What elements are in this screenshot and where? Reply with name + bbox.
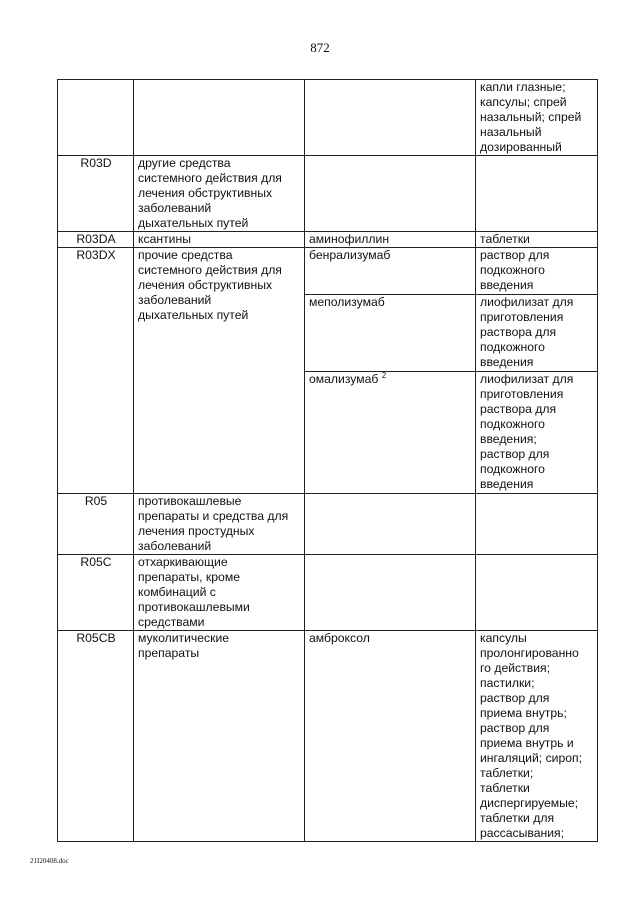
group-name-cell: другие средства системного действия для лечения обструктивных заболеваний дыхательных путей xyxy=(134,156,305,232)
atc-code-cell: R05 xyxy=(58,494,134,555)
inn-cell xyxy=(305,80,476,156)
dosage-form-cell: капли глазные; капсулы; спрей назальный; спрей назальный дозированный xyxy=(476,80,598,156)
page-number: 872 xyxy=(310,40,330,55)
inn-cell: бенрализумаб xyxy=(305,248,476,295)
table-row xyxy=(58,248,598,295)
dosage-form-cell xyxy=(476,494,598,555)
inn-name: омализумаб xyxy=(309,372,379,386)
group-name-cell: отхаркивающие препараты, кроме комбинаций с противокашлевыми средствами xyxy=(134,555,305,631)
dosage-form-cell xyxy=(476,156,598,232)
table-row xyxy=(58,555,598,631)
table-row xyxy=(58,232,598,248)
atc-code-cell: R05CB xyxy=(58,631,134,842)
atc-code-cell: R03DA xyxy=(58,232,134,248)
document-filename: 21I20408.doc xyxy=(30,857,69,865)
atc-code-cell xyxy=(58,80,134,156)
dosage-form-cell xyxy=(476,555,598,631)
dosage-form-cell: таблетки xyxy=(476,232,598,248)
inn-cell: аминофиллин xyxy=(305,232,476,248)
table-row xyxy=(58,494,598,555)
drug-classification-table xyxy=(57,79,598,842)
table-row xyxy=(58,80,598,156)
group-name-cell: прочие средства системного действия для лечения обструктивных заболеваний дыхательных путей xyxy=(134,248,305,494)
inn-cell xyxy=(305,156,476,232)
atc-code-cell: R05C xyxy=(58,555,134,631)
atc-code-cell: R03D xyxy=(58,156,134,232)
group-name-cell: ксантины xyxy=(134,232,305,248)
inn-cell xyxy=(305,372,476,494)
group-name-cell: противокашлевые препараты и средства для лечения простудных заболеваний xyxy=(134,494,305,555)
inn-cell: амброксол xyxy=(305,631,476,842)
dosage-form-cell: лиофилизат для приготовления раствора для подкожного введения xyxy=(476,295,598,372)
inn-cell xyxy=(305,494,476,555)
dosage-form-cell: лиофилизат для приготовления раствора для подкожного введения; раствор для подкожного введения xyxy=(476,372,598,494)
dosage-form-cell: капсулы пролонгированно го действия; пастилки; раствор для приема внутрь; раствор для приема внутрь и ингаляций; сироп; таблетки; таблетки диспергируемые; таблетки для рассасывания; xyxy=(476,631,598,842)
footnote-marker: 2 xyxy=(381,370,387,380)
table-row xyxy=(58,631,598,842)
group-name-cell: муколитические препараты xyxy=(134,631,305,842)
atc-code-cell: R03DX xyxy=(58,248,134,494)
inn-cell: меполизумаб xyxy=(305,295,476,372)
table-row xyxy=(58,156,598,232)
dosage-form-cell: раствор для подкожного введения xyxy=(476,248,598,295)
inn-cell xyxy=(305,555,476,631)
group-name-cell xyxy=(134,80,305,156)
